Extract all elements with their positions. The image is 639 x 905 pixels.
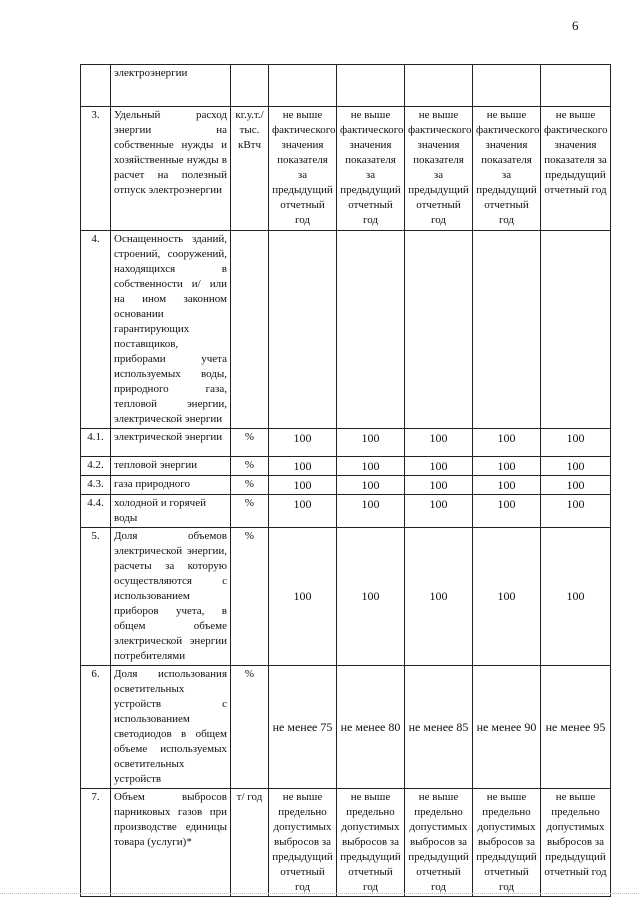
unit-cell: кг.у.т./ тыс. кВтч [231, 107, 269, 231]
value-cell: 100 [473, 476, 541, 495]
indicator-name: Доля использования осветительных устройств с использованием светодиодов в общем объеме используемых осветительных устройств [111, 666, 231, 789]
table-row [81, 666, 611, 789]
table-row [81, 476, 611, 495]
row-number: 7. [81, 789, 111, 897]
row-number: 5. [81, 528, 111, 666]
table-row [81, 528, 611, 666]
row-number: 6. [81, 666, 111, 789]
indicator-name: тепловой энергии [111, 457, 231, 476]
table-row [81, 495, 611, 528]
value-cell [337, 231, 405, 429]
value-cell: 100 [405, 476, 473, 495]
row-number: 4.4. [81, 495, 111, 528]
indicator-table [80, 64, 611, 897]
row-number: 4.2. [81, 457, 111, 476]
unit-cell: % [231, 429, 269, 457]
value-cell [473, 231, 541, 429]
value-cell: 100 [473, 495, 541, 528]
value-cell: 100 [473, 429, 541, 457]
table-row [81, 457, 611, 476]
value-cell: 100 [541, 429, 611, 457]
indicator-name: Оснащенность зданий, строений, сооружений, находящихся в собственности и/ или на ином законном основании гарантирующих поставщиков, приборами учета используемых воды, природного газа, тепловой энергии, электрической энергии [111, 231, 231, 429]
value-cell: 100 [541, 457, 611, 476]
value-cell [269, 231, 337, 429]
row-number [81, 65, 111, 107]
value-cell: не выше предельно допустимых выбросов за предыдущий отчетный год [473, 789, 541, 897]
value-cell: 100 [337, 457, 405, 476]
page-number: 6 [572, 18, 579, 33]
value-cell [405, 65, 473, 107]
value-cell: 100 [473, 528, 541, 666]
unit-cell [231, 231, 269, 429]
value-cell [337, 65, 405, 107]
value-cell: не менее 95 [541, 666, 611, 789]
value-cell: 100 [473, 457, 541, 476]
value-cell [473, 65, 541, 107]
value-cell: не выше предельно допустимых выбросов за предыдущий отчетный год [337, 789, 405, 897]
value-cell: не менее 80 [337, 666, 405, 789]
indicator-name: Доля объемов электрической энергии, расчеты за которую осуществляются с использованием приборов учета, в общем объеме электрической энергии потребителями [111, 528, 231, 666]
unit-cell: т/ год [231, 789, 269, 897]
value-cell: не выше предельно допустимых выбросов за предыдущий отчетный год [405, 789, 473, 897]
table-row [81, 789, 611, 897]
value-cell: не менее 90 [473, 666, 541, 789]
value-cell: 100 [337, 429, 405, 457]
value-cell: не выше фактического значения показателя за предыдущий отчетный год [473, 107, 541, 231]
value-cell: не выше фактического значения показателя за предыдущий отчетный год [269, 107, 337, 231]
value-cell: 100 [541, 528, 611, 666]
table-row [81, 231, 611, 429]
value-cell: 100 [337, 476, 405, 495]
indicator-name: Объем выбросов парниковых газов при производстве единицы товара (услуги)* [111, 789, 231, 897]
row-number: 4. [81, 231, 111, 429]
value-cell [405, 231, 473, 429]
value-cell: 100 [541, 476, 611, 495]
row-number: 4.3. [81, 476, 111, 495]
value-cell: 100 [405, 495, 473, 528]
value-cell: 100 [541, 495, 611, 528]
value-cell: 100 [269, 457, 337, 476]
indicator-name: электрической энергии [111, 429, 231, 457]
table-row [81, 429, 611, 457]
table-row [81, 65, 611, 107]
value-cell [269, 65, 337, 107]
value-cell: не выше фактического значения показателя за предыдущий отчетный год [405, 107, 473, 231]
indicator-name: газа природного [111, 476, 231, 495]
value-cell: 100 [405, 429, 473, 457]
indicator-name: холодной и горячей воды [111, 495, 231, 528]
value-cell: не выше фактического значения показателя за предыдущий отчетный год [541, 107, 611, 231]
value-cell [541, 231, 611, 429]
value-cell: 100 [337, 495, 405, 528]
value-cell: не выше фактического значения показателя за предыдущий отчетный год [337, 107, 405, 231]
unit-cell: % [231, 666, 269, 789]
value-cell: не менее 85 [405, 666, 473, 789]
row-number: 4.1. [81, 429, 111, 457]
unit-cell: % [231, 457, 269, 476]
value-cell: 100 [269, 476, 337, 495]
unit-cell [231, 65, 269, 107]
page-bottom-divider [0, 893, 639, 894]
value-cell: не выше предельно допустимых выбросов за предыдущий отчетный год [269, 789, 337, 897]
row-number: 3. [81, 107, 111, 231]
value-cell: 100 [269, 429, 337, 457]
value-cell: не менее 75 [269, 666, 337, 789]
value-cell [541, 65, 611, 107]
table-row [81, 107, 611, 231]
value-cell: 100 [337, 528, 405, 666]
value-cell: 100 [405, 528, 473, 666]
unit-cell: % [231, 528, 269, 666]
indicator-name: Удельный расход энергии на собственные нужды и хозяйственные нужды в расчет на полезный отпуск электроэнергии [111, 107, 231, 231]
indicator-name: электроэнергии [111, 65, 231, 107]
value-cell: не выше предельно допустимых выбросов за предыдущий отчетный год [541, 789, 611, 897]
value-cell: 100 [269, 528, 337, 666]
value-cell: 100 [405, 457, 473, 476]
value-cell: 100 [269, 495, 337, 528]
unit-cell: % [231, 495, 269, 528]
unit-cell: % [231, 476, 269, 495]
